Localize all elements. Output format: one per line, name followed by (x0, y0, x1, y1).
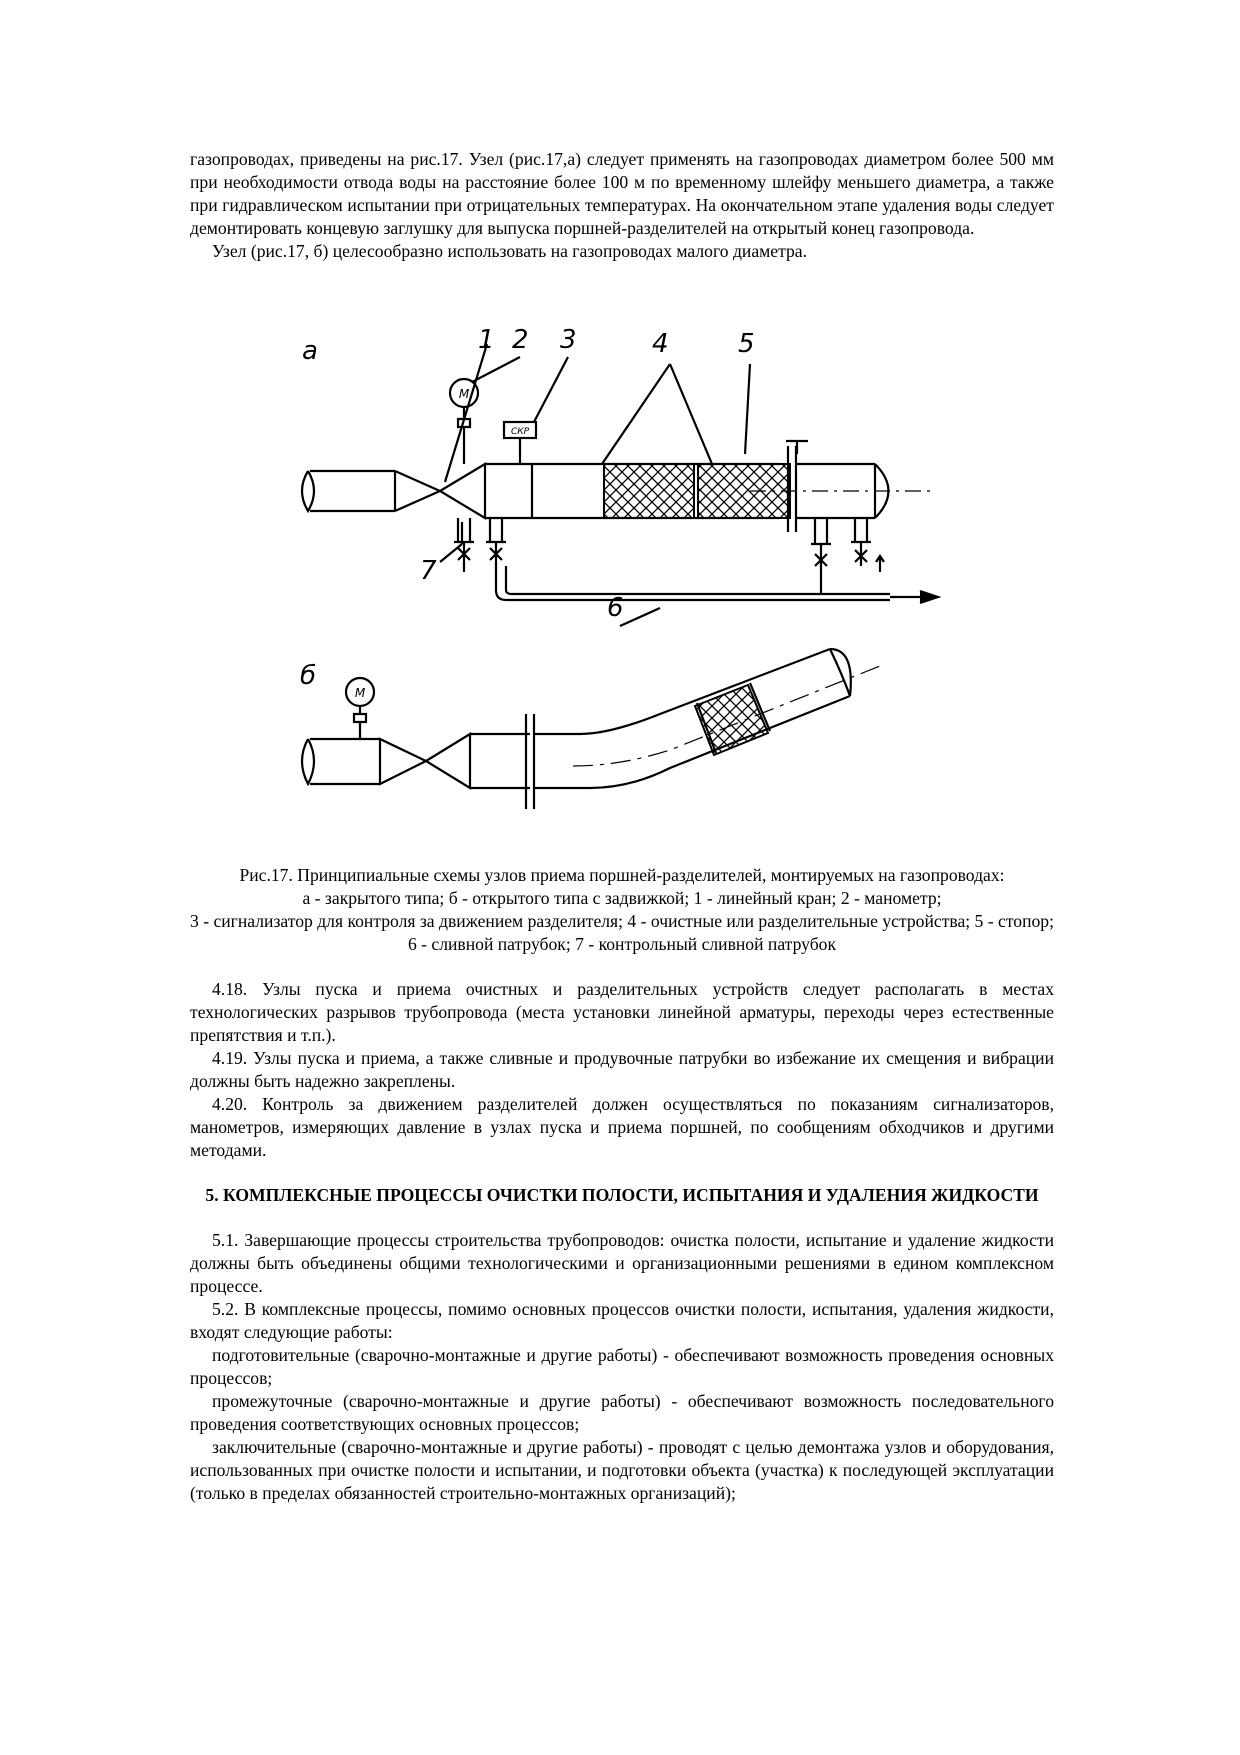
callout-7: 7 (420, 556, 437, 586)
clause-4-18: 4.18. Узлы пуска и приема очистных и разделительных устройств следует располагать в местах технологических разрывов трубопровода (места установки линейной арматуры, переходы через естественные препятствия и т.п.). (190, 979, 1054, 1045)
figure-17 (190, 304, 1054, 864)
gauge-b-symbol: М (354, 686, 366, 700)
figure-17-diagram (190, 304, 1054, 864)
signal-symbol: СКР (510, 427, 530, 437)
callout-1: 1 (478, 325, 495, 355)
caption-legend-2: 3 - сигнализатор для контроля за движением разделителя; 4 - очистные или разделительные устройства; 5 - стопор; 6 - сливной патрубок; 7 - контрольный сливной патрубок (190, 911, 1054, 954)
callout-4: 4 (652, 329, 669, 359)
callout-2: 2 (512, 325, 529, 355)
works-item-preparatory: подготовительные (сварочно-монтажные и другие работы) - обеспечивают возможность проведения основных процессов; (190, 1345, 1054, 1388)
callout-6: 6 (607, 593, 624, 623)
caption-title: Рис.17. Принципиальные схемы узлов приема поршней-разделителей, монтируемых на газопроводах: (239, 865, 1005, 885)
works-item-intermediate: промежуточные (сварочно-монтажные и другие работы) - обеспечивают возможность последовательного проведения соответствующих основных процессов; (190, 1391, 1054, 1434)
intro-paragraph: газопроводах, приведены на рис.17. Узел (рис.17,а) следует применять на газопроводах диаметром более 500 мм при необходимости отвода воды на расстояние более 100 м по временному шлейфу меньшего диаметра, а также при гидравлическом испытании при отрицательных температурах. На окончательном этапе удаления воды следует демонтировать концевую заглушку для выпуска поршней-разделителей на открытый конец газопровода. (190, 149, 1054, 238)
label-scheme-a: а (302, 336, 318, 366)
intro-paragraph-2: Узел (рис.17, б) целесообразно использовать на газопроводах малого диаметра. (212, 241, 807, 261)
caption-legend-1: а - закрытого типа; б - открытого типа с задвижкой; 1 - линейный кран; 2 - манометр; (302, 888, 942, 908)
document-page (190, 148, 1054, 1505)
figure-caption (190, 864, 1054, 956)
label-scheme-b: б (300, 661, 317, 691)
clause-5-2: 5.2. В комплексные процессы, помимо основных процессов очистки полости, испытания, удаления жидкости, входят следующие работы: (190, 1299, 1054, 1342)
section-5-heading: 5. КОМПЛЕКСНЫЕ ПРОЦЕССЫ ОЧИСТКИ ПОЛОСТИ, ИСПЫТАНИЯ И УДАЛЕНИЯ ЖИДКОСТИ (205, 1185, 1039, 1205)
works-item-final: заключительные (сварочно-монтажные и другие работы) - проводят с целью демонтажа узлов и оборудования, использованных при очистке полости и испытании, и подготовки объекта (участка) к последующей эксплуатации (только в пределах обязанностей строительно-монтажных организаций); (190, 1437, 1054, 1503)
gauge-a-symbol: М (458, 387, 470, 401)
clause-4-19: 4.19. Узлы пуска и приема, а также сливные и продувочные патрубки во избежание их смещения и вибрации должны быть надежно закреплены. (190, 1048, 1054, 1091)
callout-3: 3 (560, 325, 577, 355)
callout-5: 5 (738, 329, 755, 359)
clause-4-20: 4.20. Контроль за движением разделителей должен осуществляться по показаниям сигнализаторов, манометров, измеряющих давление в узлах пуска и приема поршней, по сообщениям обходчиков и другими методами. (190, 1094, 1054, 1160)
clause-5-1: 5.1. Завершающие процессы строительства трубопроводов: очистка полости, испытание и удаление жидкости должны быть объединены общими технологическими и организационными решениями в едином комплексном процессе. (190, 1230, 1054, 1296)
